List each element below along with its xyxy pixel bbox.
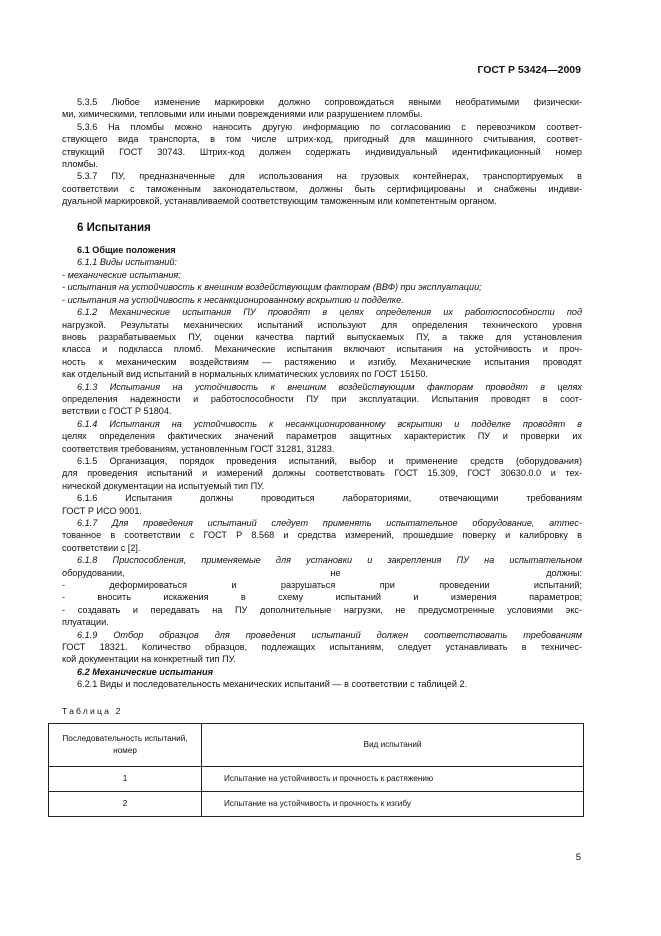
column-header-sequence: Последовательность испытаний, номер	[49, 724, 202, 767]
text-line: соответствия требованиям, установленным ГОСТ 31281, 31283.	[62, 443, 335, 454]
text-line: 6.1.4 Испытания на устойчивость к несанкционированному вскрытию и подделке проводят в	[77, 418, 582, 429]
text-line: ми, химическими, тепловыми или иными повреждениями или разрушением пломбы.	[62, 109, 423, 120]
text-line: ствующий ГОСТ 30743. Штрих-код должен содержать индивидуальный идентификационный номер	[62, 146, 582, 157]
tests-table	[48, 723, 584, 817]
text-line: ствующего вида транспорта, в том числе штрих-код, пригодный для машинного считывания, соответ-	[62, 134, 582, 145]
section-heading: 6.1 Общие положения	[77, 245, 176, 256]
text-line: соответствии с таможенным законодательством, должны быть сертифицированы и снабжены индиви-	[62, 183, 582, 194]
table-row	[49, 792, 584, 817]
document-number-header: ГОСТ Р 53424—2009	[477, 64, 581, 76]
text-line: ветствии с ГОСТ Р 51804.	[62, 406, 172, 417]
text-line: 6.1.3 Испытания на устойчивость к внешним воздействующим факторам проводят в целях	[77, 381, 582, 392]
table-cell-number: 1	[49, 767, 202, 792]
text-line: 6.1.1 Виды испытаний:	[77, 257, 177, 268]
table-row	[49, 767, 584, 792]
text-line: определения надежности и работоспособности ПУ при эксплуатации. Испытания проводят в соот-	[62, 393, 582, 404]
text-line: 6.1.8 Приспособления, применяемые для установки и закрепления ПУ на испытательном	[77, 555, 582, 566]
text-line: ГОСТ Р ИСО 9001.	[62, 505, 142, 516]
text-line: 5.3.7 ПУ, предназначенные для использования на грузовых контейнерах, транспортируемых в	[77, 171, 582, 182]
text-line: нической документации на испытуемый тип ПУ.	[62, 480, 265, 491]
text-line: пломбы.	[62, 159, 98, 170]
document-body	[62, 96, 582, 817]
text-line: - вносить искажения в схему испытаний и измерения параметров;	[62, 592, 582, 603]
text-line: для проведения испытаний и измерений должны соответствовать ГОСТ 15.309, ГОСТ 30630.0.0 и тех-	[62, 468, 582, 479]
text-line: 6.2.1 Виды и последовательность механических испытаний — в соответствии с таблицей 2.	[77, 679, 468, 690]
text-line: 6.1.9 Отбор образцов для проведения испытаний должен соответствовать требованиям	[77, 629, 582, 640]
text-line: как отдельный вид испытаний в нормальных климатических условиях по ГОСТ 15150.	[62, 369, 428, 380]
text-line: целях определения фактических значений параметров защитных характеристик ПУ и проверки их	[62, 431, 582, 442]
text-line: 6.1.7 Для проведения испытаний следует применять испытательное оборудование, аттес-	[77, 518, 582, 528]
text-line: нагрузкой. Результаты механических испытаний используют для определения технического уровня	[62, 319, 582, 330]
text-line: - испытания на устойчивость к внешним воздействующим факторам (ВВФ) при эксплуатации;	[62, 282, 482, 293]
text-line: оборудовании, не должны:	[62, 567, 582, 578]
text-line: 6.1.2 Механические испытания ПУ проводят в целях определения их работоспособности под	[77, 307, 582, 318]
text-line: плуатации.	[62, 617, 109, 628]
text-line: - деформироваться и разрушаться при проведении испытаний;	[62, 580, 582, 591]
text-line: соответствии с [2].	[62, 542, 141, 553]
text-line: ность к механическим воздействиям — растяжению и изгибу. Механические испытания проводят	[62, 356, 582, 367]
text-line: 5.3.5 Любое изменение маркировки должно сопровождаться явными необратимыми физически-	[77, 97, 582, 107]
text-line: ГОСТ 18321. Количество образцов, подлежащих испытаниям, следует устанавливать в техничес-	[62, 642, 582, 653]
text-line: 6.1.5 Организация, порядок проведения испытаний, выбор и применение средств (оборудования)	[77, 455, 582, 466]
table-cell-test: Испытание на устойчивость и прочность к растяжению	[202, 767, 584, 792]
section-heading: 6.2 Механические испытания	[77, 666, 213, 677]
section-heading: 6 Испытания	[77, 221, 151, 234]
text-line: 6.1.6 Испытания должны проводиться лабораториями, отвечающими требованиям	[77, 493, 582, 504]
text-line: - создавать и передавать на ПУ дополнительные нагрузки, не предусмотренные условиями экс-	[62, 604, 582, 615]
table-cell-test: Испытание на устойчивость и прочность к изгибу	[202, 792, 584, 817]
text-line: вновь разрабатываемых ПУ, оценки качества партий выпускаемых ПУ, а также для установления	[62, 331, 582, 342]
text-line: 5.3.6 На пломбы можно наносить другую информацию по согласованию с перевозчиком соответ-	[77, 121, 582, 132]
column-header-test-type: Вид испытаний	[202, 724, 584, 767]
text-line: тованное в соответствии с ГОСТ Р 8.568 и средства измерений, прошедшие поверку и калибровку в	[62, 530, 582, 541]
text-line: класса и подкласса пломб. Механические испытания включают испытания на устойчивость и проч-	[62, 344, 582, 355]
table-header-row	[49, 724, 584, 767]
text-line: - механические испытания;	[62, 269, 181, 280]
text-line: - испытания на устойчивость к несанкционированному вскрытию и подделке.	[62, 294, 404, 305]
text-block	[62, 96, 582, 691]
page-number: 5	[575, 852, 581, 863]
table-cell-number: 2	[49, 792, 202, 817]
text-line: дуальной маркировкой, устанавливаемой соответствующим таможенным или компетентным органом.	[62, 196, 497, 207]
text-line: кой документации на конкретный тип ПУ.	[62, 654, 236, 665]
table-caption: Таблица 2	[62, 705, 123, 716]
